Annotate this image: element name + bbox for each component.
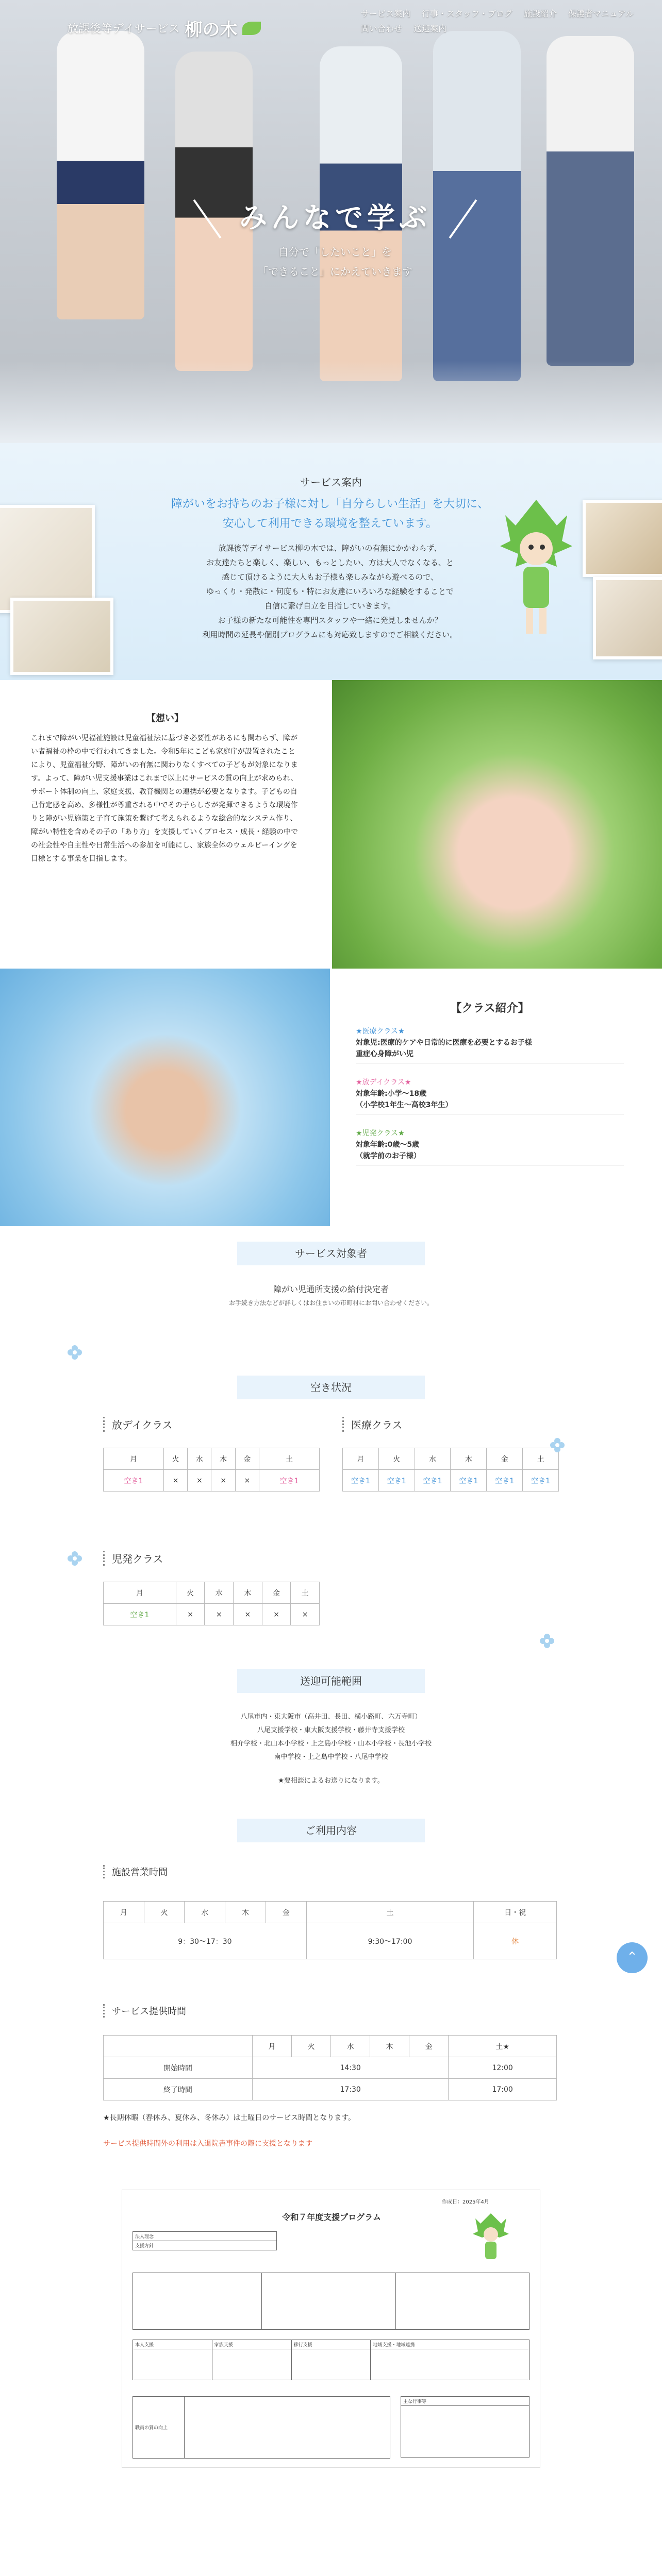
vacancy-cell: × <box>188 1470 211 1492</box>
vacancy-cell: 空き1 <box>523 1470 559 1492</box>
vacancy-cell: × <box>235 1470 259 1492</box>
day-header: 月 <box>104 1902 144 1923</box>
scroll-top-button[interactable]: ⌃ <box>617 1942 648 1973</box>
vacancy-cell: × <box>163 1470 187 1492</box>
flower-icon <box>539 1633 555 1649</box>
mascot-illustration <box>495 495 577 644</box>
hands-photo <box>332 680 662 969</box>
transport-list <box>0 1710 662 1788</box>
col-header <box>104 2036 253 2057</box>
transport-line: 南中学校・上之島中学校・八尾中学校 <box>274 1753 388 1761</box>
class-desc <box>356 1088 624 1114</box>
transport-line: 相介学校・北山本小学校・上之島小学校・山本小学校・長池小学校 <box>230 1740 432 1748</box>
bathroom-photo <box>10 598 113 675</box>
room-photo <box>583 500 662 577</box>
hero-fade <box>0 361 662 443</box>
row-label: 開始時間 <box>104 2057 253 2079</box>
weekday-end: 17:30 <box>253 2079 449 2100</box>
col-header: 火 <box>292 2036 331 2057</box>
leaf-icon <box>242 22 261 35</box>
usage-heading: ご利用内容 <box>237 1819 425 1842</box>
program-label: 家族支援 <box>212 2340 291 2349</box>
vacancy-cell: 空き1 <box>104 1470 164 1492</box>
hero-sub-line: 「できること」にかえていきます <box>258 265 412 278</box>
class-desc-line: （小学校1年生〜高校3年生） <box>356 1101 453 1109</box>
thought-title: 【想い】 <box>146 713 184 724</box>
day-header: 火 <box>144 1902 185 1923</box>
room-photo <box>593 577 662 659</box>
day-header: 水 <box>415 1448 451 1470</box>
class-desc-line: 対象年齢:0歳〜5歳 <box>356 1141 420 1149</box>
service-section <box>0 443 662 680</box>
stacked-hands-photo <box>0 969 330 1226</box>
day-header: 火 <box>163 1448 187 1470</box>
site-logo[interactable] <box>67 15 261 41</box>
body-line: お友達たちと楽しく、楽しい、もっとしたい、方は大人でなくなる、と <box>206 558 454 567</box>
program-label: 法人理念 <box>133 2232 277 2241</box>
day-header: 火 <box>176 1582 205 1604</box>
day-header: 月 <box>104 1448 164 1470</box>
service-heading: サービス案内 <box>300 476 362 488</box>
hero-sub-line: 自分で「したいこと」を <box>278 246 392 258</box>
vacancy-cell: 空き1 <box>487 1470 523 1492</box>
vacancy-cell: × <box>176 1604 205 1625</box>
brand-name: 柳の木 <box>185 20 238 40</box>
row-label: 終了時間 <box>104 2079 253 2100</box>
day-header: 土 <box>523 1448 559 1470</box>
houday-title: 放デイクラス <box>103 1417 173 1432</box>
col-header: 月 <box>253 2036 292 2057</box>
day-header: 水 <box>205 1582 234 1604</box>
transport-note: ★要相談によるお送りになります。 <box>278 1777 384 1785</box>
program-bottom-right <box>401 2396 529 2458</box>
thought-body: これまで障がい児福祉施設は児童福祉法に基づき必要性があるにも関わらず、障がい者福祉の枠の中で行われてきました。令和5年にこども家庭庁が設置されたことにより、児童福祉分野、障がいの有無に関わりなくすべての子どもが対象になります。よって、障がい児支援事業はこれまで以上にサービスの質の向上が求められ、サポート体制の向上、家庭支援、教育機関との連携が必要となります。子どもの自己肯定感を高め、多様性が尊重される中でその子らしさが発揮できるような環境作りと障がい児施策と子育て施策を繋げて考えられるような総合的なシステム作り、障がい特性を含めその子の「あり方」を支援していくプロセス・成長・経験の中での社会性や自主性や日常生活への参加を可能にし、家族全体のウェルビーイングを目標とする事業を目指します。 <box>31 734 298 863</box>
target-note: お手続き方法などが詳しくはお住まいの市町村にお問い合わせください。 <box>228 1299 433 1307</box>
vacancy-cell: 空き1 <box>259 1470 320 1492</box>
service-body <box>124 541 536 642</box>
hero-section <box>0 0 662 443</box>
day-header: 木 <box>225 1902 266 1923</box>
col-header: 水 <box>331 2036 370 2057</box>
class-desc-line: （就学前のお子様） <box>356 1152 421 1160</box>
class-desc-line: 対象児:医療的ケアや日常的に医療を必要とするお子様 <box>356 1039 532 1047</box>
houday-table <box>103 1448 320 1492</box>
program-label: 職員の質の向上 <box>133 2397 185 2459</box>
program-label: 本人支援 <box>133 2340 212 2349</box>
day-header: 金 <box>266 1902 306 1923</box>
day-header: 土 <box>306 1902 473 1923</box>
vacancy-heading: 空き状況 <box>237 1376 425 1399</box>
day-header: 月 <box>104 1582 176 1604</box>
weekday-hours: 9：30〜17：30 <box>104 1923 307 1959</box>
lead-line: 安心して利用できる環境を整えています。 <box>222 517 438 530</box>
body-line: ゆっくり・発散に・何度も・特にお友達にいろいろな経験をすることで <box>206 587 454 596</box>
body-line: 自信に繋げ自立を目指していきます。 <box>264 601 395 611</box>
class-item-jihatsu <box>356 1128 624 1165</box>
child-figure <box>547 36 634 366</box>
program-date: 作成日：2025年4月 <box>442 2199 489 2205</box>
class-desc-line: 対象年齢:小学〜18歳 <box>356 1090 427 1098</box>
flower-icon <box>67 1551 82 1566</box>
nav-item-facility[interactable]: 施設紹介 <box>524 9 557 19</box>
class-name: ★児発クラス★ <box>356 1129 405 1138</box>
program-support <box>133 2340 529 2380</box>
class-intro <box>356 999 624 1179</box>
mascot-illustration <box>473 2211 509 2267</box>
class-item-medical <box>356 1026 624 1063</box>
day-header: 金 <box>262 1582 291 1604</box>
program-label: 支援方針 <box>133 2241 277 2250</box>
vacancy-cell: × <box>234 1604 262 1625</box>
vacancy-cell: × <box>262 1604 291 1625</box>
hero-title: みんなで学ぶ <box>239 201 431 234</box>
program-title: 令和７年度支援プログラム <box>282 2212 381 2222</box>
usage-note: ★長期休暇（春休み、夏休み、冬休み）は土曜日のサービス時間となります。 <box>103 2114 356 2122</box>
day-header: 金 <box>235 1448 259 1470</box>
day-header: 木 <box>211 1448 235 1470</box>
vacancy-cell: 空き1 <box>343 1470 379 1492</box>
thought-section <box>0 680 662 979</box>
program-schedule <box>133 2273 529 2330</box>
class-name: ★放デイクラス★ <box>356 1078 411 1087</box>
vacancy-cell: 空き1 <box>415 1470 451 1492</box>
class-item-houday <box>356 1077 624 1114</box>
day-header: 木 <box>451 1448 487 1470</box>
program-label: 移行支援 <box>291 2340 371 2349</box>
classes-section <box>0 969 662 1242</box>
day-header: 水 <box>185 1902 225 1923</box>
col-header: 木 <box>370 2036 409 2057</box>
lead-line: 障がいをお持ちのお子様に対し「自分らしい生活」を大切に、 <box>171 498 489 511</box>
day-header: 日・祝 <box>474 1902 557 1923</box>
program-table-left <box>133 2231 277 2250</box>
class-desc <box>356 1139 624 1165</box>
site-header <box>0 0 662 46</box>
nav-item-manual[interactable]: 保護者マニュアル <box>568 9 634 19</box>
hero-subtitle <box>196 242 474 281</box>
transport-heading: 送迎可能範囲 <box>237 1669 425 1693</box>
nav-item-transport[interactable]: 送迎案内 <box>413 24 447 33</box>
iryo-table <box>342 1448 559 1492</box>
day-header: 金 <box>487 1448 523 1470</box>
class-desc <box>356 1037 624 1063</box>
day-header: 水 <box>188 1448 211 1470</box>
body-line: お子様の新たな可能性を専門スタッフや一緒に発見しませんか？ <box>218 616 442 625</box>
hours-table <box>103 1901 557 1959</box>
hours-title: 施設営業時間 <box>103 1865 168 1878</box>
transport-line: 八尾支援学校・東大阪支援学校・藤井寺支援学校 <box>257 1726 405 1734</box>
target-line: 障がい児通所支援の給付決定者 <box>273 1284 389 1294</box>
transport-line: 八尾市内・東大阪市（高井田、長田、横小路町、六万寺町） <box>240 1713 422 1721</box>
day-header: 木 <box>234 1582 262 1604</box>
vacancy-cell: × <box>211 1470 235 1492</box>
vacancy-cell: 空き1 <box>451 1470 487 1492</box>
program-bottom-left <box>133 2396 390 2459</box>
class-title: 【クラス紹介】 <box>450 1002 529 1015</box>
usage-warning: サービス提供時間外の利用は入退院書事件の際に支援となります <box>103 2140 312 2148</box>
col-header: 土★ <box>449 2036 557 2057</box>
day-header: 火 <box>378 1448 415 1470</box>
body-line: 利用時間の延長や個別プログラムにも対応致しますのでご相談ください。 <box>202 630 458 639</box>
body-line: 放課後等デイサービス柳の木では、障がいの有無にかかわらず、 <box>218 544 442 553</box>
col-header: 金 <box>409 2036 449 2057</box>
nav-item-service[interactable]: サービス案内 <box>361 9 411 19</box>
brand-prefix: 放課後等デイサービス <box>67 23 180 36</box>
holiday-hours: 休 <box>474 1923 557 1959</box>
nav-item-events[interactable]: 行事・スタッフ・ブログ <box>422 9 513 19</box>
saturday-hours: 9:30〜17:00 <box>306 1923 473 1959</box>
jihatsu-title: 児発クラス <box>103 1551 163 1566</box>
room-photo <box>0 505 95 613</box>
flower-icon <box>67 1345 82 1360</box>
saturday-start: 12:00 <box>449 2057 557 2079</box>
nav-item-contact[interactable]: 問い合わせ <box>361 24 403 33</box>
program-label: 主な行事等 <box>401 2397 529 2406</box>
vacancy-cell: × <box>205 1604 234 1625</box>
body-line: 感じて頂けるように大人もお子様も楽しみながら遊べるので、 <box>222 572 438 582</box>
service-lead <box>124 495 536 534</box>
provide-title: サービス提供時間 <box>103 2004 186 2018</box>
class-name: ★医療クラス★ <box>356 1027 405 1036</box>
support-program-document[interactable] <box>122 2190 540 2468</box>
weekday-start: 14:30 <box>253 2057 449 2079</box>
iryo-title: 医療クラス <box>342 1417 402 1432</box>
vacancy-cell: × <box>291 1604 320 1625</box>
hero-copy <box>196 185 474 299</box>
global-nav <box>361 7 650 34</box>
flower-icon <box>550 1437 565 1453</box>
program-label: 地域支援・地域連携 <box>371 2340 529 2349</box>
class-desc-line: 重症心身障がい児 <box>356 1050 413 1058</box>
day-header: 月 <box>343 1448 379 1470</box>
child-figure <box>57 31 144 319</box>
provide-table <box>103 2035 557 2100</box>
day-header: 土 <box>291 1582 320 1604</box>
saturday-end: 17:00 <box>449 2079 557 2100</box>
vacancy-cell: 空き1 <box>104 1604 176 1625</box>
target-heading: サービス対象者 <box>237 1242 425 1265</box>
jihatsu-table <box>103 1582 320 1625</box>
day-header: 土 <box>259 1448 320 1470</box>
vacancy-cell: 空き1 <box>378 1470 415 1492</box>
